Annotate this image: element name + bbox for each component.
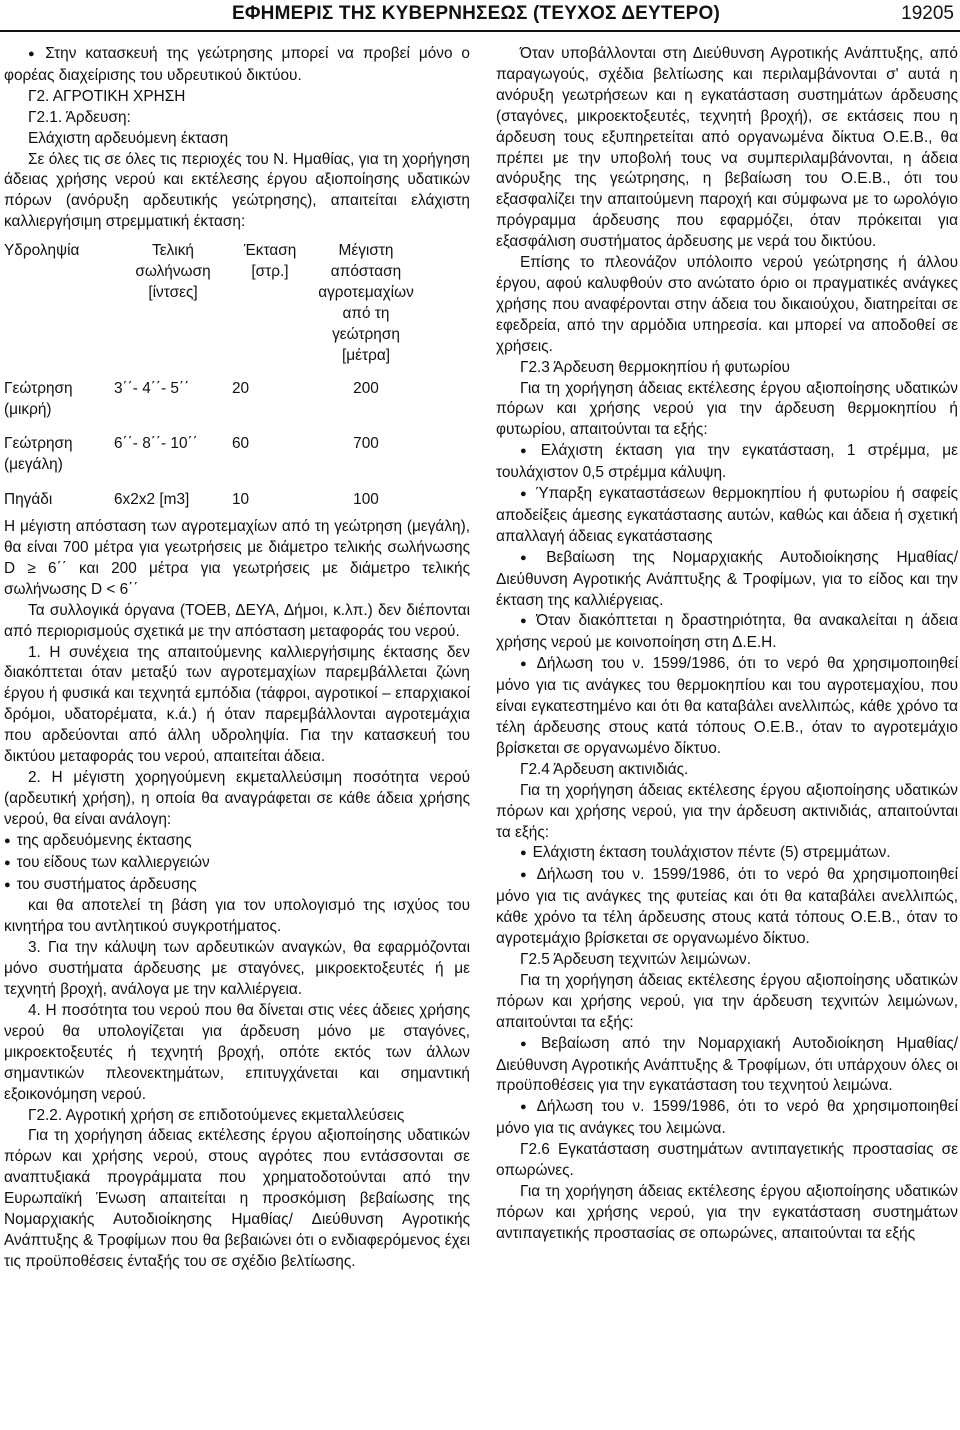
- table-header-cell: Έκταση [στρ.]: [243, 242, 297, 281]
- gazette-title: ΕΦΗΜΕΡΙΣ ΤΗΣ ΚΥΒΕΡΝΗΣΕΩΣ (ΤΕΥΧΟΣ ΔΕΥΤΕΡΟ): [232, 3, 720, 24]
- table-cell: Γεώτρηση (μικρή): [4, 379, 73, 418]
- paragraph: Η μέγιστη απόσταση των αγροτεμαχίων από τη γεώτρηση (μεγάλη), θα είναι 700 μέτρα για γεωτρήσεις με διάμετρο τελικής σωλήνωσης D ≥ 6΄΄ και 200 μέτρα για γεωτρήσεις με διάμετρο τελικής σωλήνωσης D < 6΄΄: [4, 518, 470, 598]
- table-cell: 200: [353, 379, 379, 397]
- list-item: ● Ελάχιστη έκταση για την εγκατάσταση, 1 στρέμμα, με τουλάχιστον 0,5 στρέμμα κάλυψη.: [496, 441, 958, 484]
- list-item: ● Βεβαίωση από την Νομαρχιακή Αυτοδιοίκηση Ημαθίας/ Διεύθυνση Αγροτικής Ανάπτυξης & Τροφίμων, ότι υπάρχουν όλες οι προϋποθέσεις για την εγκατάσταση του τεχνητού λειμώνα.: [496, 1034, 958, 1098]
- paragraph: 4. Η ποσότητα του νερού που θα δίνεται στις νέες άδειες χρήσης νερού θα υπολογίζεται για άρδευση μόνο με σταγόνες, μικροεκτοξευτές ή τεχνητή βροχή, οπότε εκτός των άλλων σημαντικών πλεονεκτημάτων, επιτυγχάνεται και σημαντική εξοικονόμηση νερού.: [4, 1001, 470, 1103]
- table-cell: 3΄΄- 4΄΄- 5΄΄: [114, 379, 190, 397]
- list-item: ● Δήλωση του ν. 1599/1986, ότι το νερό θα χρησιμοποιηθεί μόνο για τις ανάγκες του λειμώνα.: [496, 1097, 958, 1140]
- paragraph: 1. Η συνέχεια της απαιτούμενης καλλιεργήσιμης έκτασης δεν διακόπτεται όταν μεταξύ των αγροτεμαχίων παρεμβάλλεται ζώνη έργου ή φυσικά και τεχνητά εμπόδια (τάφροι, αγροτικοί – επαρχιακοί δρόμοι, υδατορέματα, κ.ά.) ή όταν παρεμβάλλονται αγροτεμάχια που αρδεύονται από άλλη υδροληψία. Για την κατασκευή του δικτύου μεταφοράς του νερού, απαιτείται άδεια.: [4, 643, 470, 766]
- table-row: [4, 379, 424, 435]
- table-cell: Γεώτρηση (μεγάλη): [4, 435, 73, 474]
- subsection-heading: Γ2.4 Άρδευση ακτινιδιάς.: [520, 760, 689, 778]
- page-header: [0, 0, 960, 32]
- paragraph: Σε όλες τις σε όλες τις περιοχές του Ν. Ημαθίας, για τη χορήγηση άδειας χρήσης νερού και εκτέλεσης έργου αξιοποίησης υδατικών πόρων (ανόρυξη αρδευτικής γεώτρησης), απαιτείται ελάχιστη καλλιεργήσιμη στρεμματική έκταση:: [4, 150, 470, 231]
- left-column: [4, 44, 470, 1273]
- table-header-row: [4, 241, 424, 378]
- paragraph: Τα συλλογικά όργανα (ΤΟΕΒ, ΔΕΥΑ, Δήμοι, κ.λπ.) δεν διέπονται από περιορισμούς σχετικά με την απόσταση μεταφοράς του νερού.: [4, 601, 470, 640]
- paragraph: Επίσης το πλεονάζον υπόλοιπο νερού γεώτρησης ή άλλου έργου, αφού καλυφθούν στο ανώτατο όριο οι πραγματικές ανάγκες χρήσης που αναφέρονται στην άδεια του δικαιούχου, διατηρείται σε εφεδρεία, από την αρμόδια υπηρεσία. και μπορεί να αποδοθεί σε χρήσεις.: [496, 254, 958, 355]
- subsection-heading: Γ2.2. Αγροτική χρήση σε επιδοτούμενες εκμεταλλεύσεις: [28, 1106, 405, 1124]
- table-row: [4, 490, 424, 511]
- list-item: ● του συστήματος άρδευσης: [4, 875, 470, 897]
- page-number: 19205: [901, 3, 954, 24]
- paragraph: Για τη χορήγηση άδειας εκτέλεσης έργου αξιοποίησης υδατικών πόρων και χρήσης νερού, στους αγρότες που εντάσσονται σε αναπτυξιακά προγράμματα που χρηματοδοτούνται από την Ευρωπαϊκή Ένωση απαιτείται η προσκόμιση βεβαίωσης της Νομαρχιακής Αυτοδιοίκησης Ημαθίας/ Διεύθυνση Αγροτικής Ανάπτυξης & Τροφίμων που θα βεβαιώνει ότι ο ενδιαφερόμενος έχει τις προϋποθέσεις ένταξής του σε σχέδιο βελτίωσης.: [4, 1127, 470, 1270]
- paragraph: Για τη χορήγηση άδειας εκτέλεσης έργου αξιοποίησης υδατικών πόρων και χρήσης νερού, για την εγκατάσταση συστημάτων αντιπαγετικής προστασίας σε οπωρώνες, απαιτούνται τα εξής: [496, 1182, 958, 1242]
- table-cell: 700: [353, 435, 379, 453]
- list-item: ● Δήλωση του ν. 1599/1986, ότι το νερό θα χρησιμοποιηθεί μόνο για τις ανάγκες της φυτείας και ότι θα καταβάλει ανελλιπώς, κάθε χρόνο τα τέλη άρδευσης στους κατά τόπους Ο.Ε.Β., όταν το αγροτεμάχιο βρίσκεται σε οργανωμένο δίκτυο.: [496, 865, 958, 950]
- list-item: ● Όταν διακόπτεται η δραστηριότητα, θα ανακαλείται η άδεια χρήσης νερού με κοινοποίηση στη Δ.Ε.Η.: [496, 611, 958, 654]
- table-cell: 100: [353, 491, 379, 509]
- subsection-heading: Γ2.1. Άρδευση:: [28, 108, 131, 126]
- table-cell: 60: [232, 435, 250, 453]
- table-cell: Πηγάδι: [4, 491, 53, 509]
- list-item: ● Ύπαρξη εγκαταστάσεων θερμοκηπίου ή φυτωρίου ή σαφείς αποδείξεις άμεσης εγκατάστασης αυτών, καθώς και άδεια ή σχετική απαλλαγή άδειας εγκατάστασης: [496, 484, 958, 548]
- paragraph: Για τη χορήγηση άδειας εκτέλεσης έργου αξιοποίησης υδατικών πόρων και χρήσης νερού, για την άρδευση ακτινιδιάς, απαιτούνται τα εξής:: [496, 781, 958, 841]
- irrigation-table: [4, 241, 424, 511]
- table-cell: 6΄΄- 8΄΄- 10΄΄: [114, 435, 198, 453]
- subsection-heading: Γ2.3 Άρδευση θερμοκηπίου ή φυτωρίου: [520, 358, 790, 376]
- list-item: ● του είδους των καλλιεργειών: [4, 853, 470, 875]
- paragraph: 3. Για την κάλυψη των αρδευτικών αναγκών, θα εφαρμόζονται μόνο συστήματα άρδευσης με σταγόνες, μικροεκτοξευτές ή με τεχνητή βροχή, ανάλογα με την καλλιέργεια.: [4, 939, 470, 999]
- table-cell: 20: [232, 379, 250, 397]
- table-header-cell: Τελική σωλήνωση [ίντσες]: [135, 242, 211, 301]
- list-item: ● της αρδευόμενης έκτασης: [4, 831, 470, 853]
- paragraph: ● Στην κατασκευή της γεώτρησης μπορεί να προβεί μόνο ο φορέας διαχείρισης του υδρευτικού δικτύου.: [4, 44, 470, 87]
- paragraph: Για τη χορήγηση άδειας εκτέλεσης έργου αξιοποίησης υδατικών πόρων και χρήσης νερού, για την άρδευση τεχνιτών λειμώνων, απαιτούνται τα εξής:: [496, 971, 958, 1031]
- list-item: ● Ελάχιστη έκταση τουλάχιστον πέντε (5) στρεμμάτων.: [496, 843, 958, 865]
- paragraph: Όταν υποβάλλονται στη Διεύθυνση Αγροτικής Ανάπτυξης, από παραγωγούς, σχέδια βελτίωσης και περιλαμβάνονται σ' αυτά η ανόρυξη γεωτρήσεων και η εγκατάσταση συστημάτων άρδευσης (σταγόνες, μικροεκτοξευτές, τεχνητή βροχή), σε εκτάσεις που η άρδευση τους εξυπηρετείται από οργανωμένα δίκτυα Ο.Ε.Β., θα πρέπει με την υποβολή τους να συμπεριλαμβάνονται, η άδεια ανόρυξης της γεώτρησης, η βεβαίωση του Ο.Ε.Β., ότι του εξασφαλίζει την απαιτούμενη παροχή και σύμφωνα με το ωρολόγιο πρόγραμμα άρδευσης που εφαρμόζει, όταν πρόκειται για εξασφάλιση συστήματος άρδευσης με νερά του δικτύου.: [496, 45, 958, 251]
- section-heading: Γ2. ΑΓΡΟΤΙΚΗ ΧΡΗΣΗ: [28, 87, 186, 105]
- subsection-heading: Γ2.5 Άρδευση τεχνιτών λειμώνων.: [520, 950, 752, 968]
- right-column: [496, 44, 958, 1245]
- paragraph: και θα αποτελεί τη βάση για τον υπολογισμό της ισχύος του κινητήρα του αντλητικού συγκροτήματος.: [4, 897, 470, 936]
- table-cell: 10: [232, 491, 250, 509]
- paragraph: Ελάχιστη αρδευόμενη έκταση: [28, 129, 229, 147]
- table-header-cell: Μέγιστη απόσταση αγροτεμαχίων από τη γεώτρηση [μέτρα]: [318, 242, 414, 364]
- list-item: ● Δήλωση του ν. 1599/1986, ότι το νερό θα χρησιμοποιηθεί μόνο για τις ανάγκες του θερμοκηπίου και του αγροτεμαχίου, που είναι εγκατεστημένο και ότι θα καταβάλει ανελλιπώς, κάθε χρόνο τα τέλη άρδευσης στους κατά τόπους Ο.Ε.Β., όταν το αγροτεμάχιο βρίσκεται σε οργανωμένο δίκτυο.: [496, 654, 958, 760]
- table-row: [4, 434, 424, 490]
- paragraph: Για τη χορήγηση άδειας εκτέλεσης έργου αξιοποίησης υδατικών πόρων και χρήσης νερού για την άρδευση θερμοκηπίου ή φυτωρίου, απαιτούνται τα εξής:: [496, 379, 958, 439]
- table-header-cell: Υδροληψία: [4, 242, 80, 260]
- paragraph: 2. Η μέγιστη χορηγούμενη εκμεταλλεύσιμη ποσότητα νερού (αρδευτική χρήση), η οποία θα αναγράφεται σε κάθε άδεια χρήσης νερού, θα είναι ανάλογη:: [4, 769, 470, 828]
- subsection-heading: Γ2.6 Εγκατάσταση συστημάτων αντιπαγετικής προστασίας σε οπωρώνες.: [496, 1141, 958, 1180]
- list-item: ● Βεβαίωση της Νομαρχιακής Αυτοδιοίκησης Ημαθίας/ Διεύθυνση Αγροτικής Ανάπτυξης & Τροφίμων, για το είδος και την έκταση της καλλιέργειας.: [496, 548, 958, 612]
- table-cell: 6x2x2 [m3]: [114, 491, 190, 509]
